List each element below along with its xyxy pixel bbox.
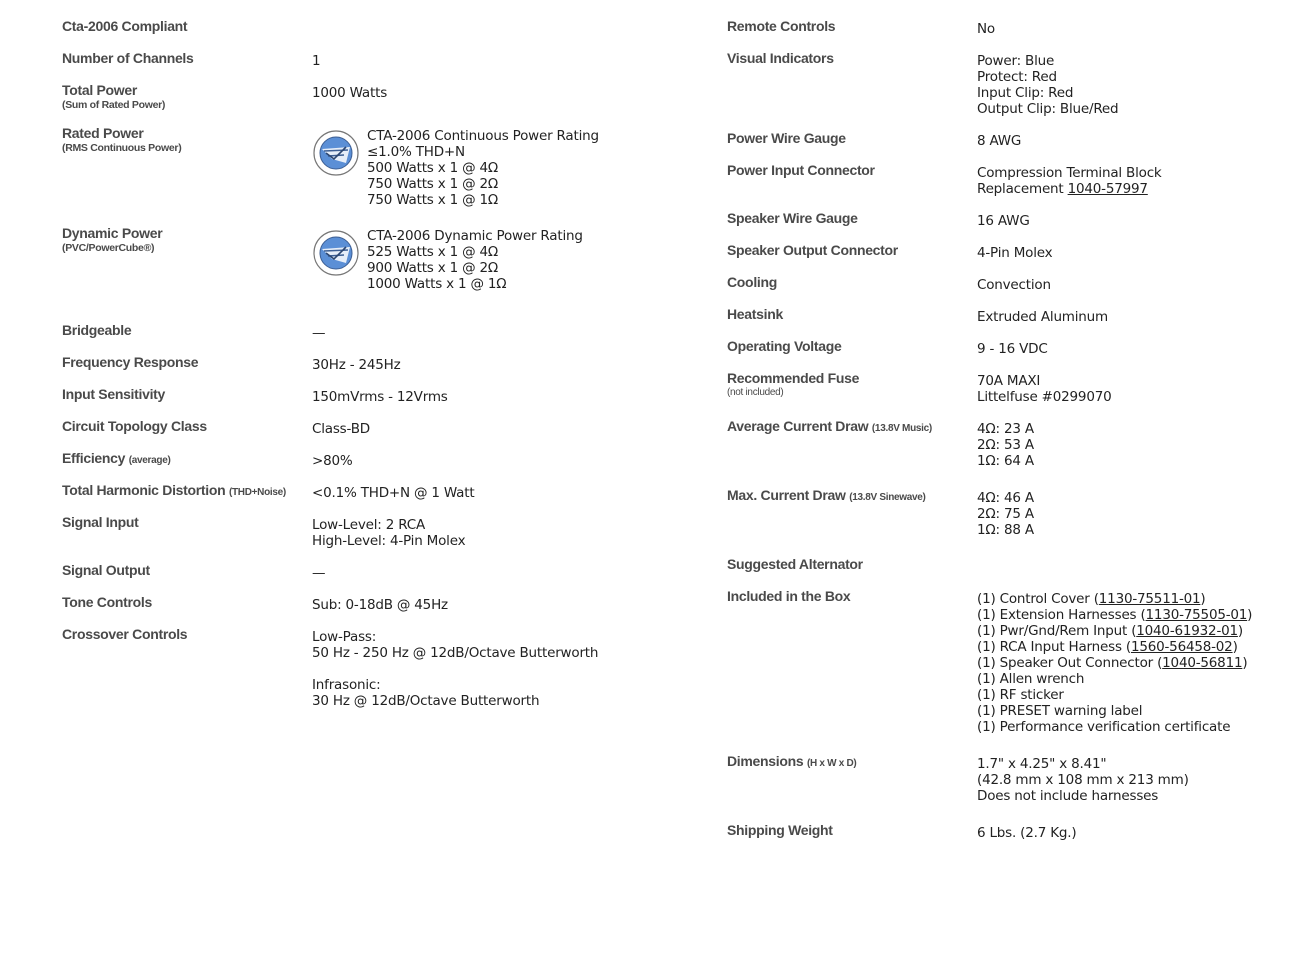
spec-sublabel: (RMS Continuous Power)	[62, 142, 182, 154]
spec-value: Convection	[977, 277, 1051, 293]
rated-power-lines: CTA-2006 Continuous Power Rating ≤1.0% THD+N 500 Watts x 1 @ 4Ω 750 Watts x 1 @ 2Ω 750 Watts x 1 @ 1Ω	[367, 128, 599, 208]
spec-value: <0.1% THD+N @ 1 Watt	[312, 485, 475, 501]
spec-label-note: (THD+Noise)	[228, 487, 286, 498]
list-item: (1) Pwr/Gnd/Rem Input (1040-61932-01)	[977, 623, 1243, 639]
spec-label: Signal Output	[62, 562, 150, 578]
spec-label: Frequency Response	[62, 354, 199, 370]
spec-value: Sub: 0-18dB @ 45Hz	[312, 597, 448, 613]
spec-label: Tone Controls	[62, 594, 152, 610]
spec-value: 16 AWG	[977, 213, 1030, 229]
spec-row-tone-controls	[62, 594, 642, 613]
cta-2006-certification-badge-icon	[312, 129, 360, 177]
list-item: (1) Extension Harnesses (1130-75505-01)	[977, 607, 1253, 623]
spec-label-note: (average)	[128, 455, 171, 466]
spec-label: Circuit Topology Class	[62, 418, 207, 434]
spec-label-note: (13.8V Music)	[871, 423, 932, 434]
spec-row-suggested-alternator	[727, 556, 1307, 575]
left-spec-column	[62, 18, 642, 722]
spec-value: 70A MAXI Littelfuse #0299070	[977, 373, 1112, 405]
spec-value: Low-Level: 2 RCA High-Level: 4-Pin Molex	[312, 517, 466, 549]
spec-value: 150mVrms - 12Vrms	[312, 389, 448, 405]
spec-label: Signal Input	[62, 514, 139, 530]
spec-row-power-wire-gauge	[727, 130, 1307, 149]
spec-row-bridgeable	[62, 322, 642, 341]
spec-label: Shipping Weight	[727, 822, 833, 838]
spec-row-total-power	[62, 82, 642, 112]
part-number-link[interactable]: 1040-56811	[1162, 655, 1243, 671]
spec-value: No	[977, 21, 995, 37]
spec-label: Total Harmonic Distortion (THD+Noise)	[62, 482, 286, 498]
spec-row-signal-output	[62, 562, 642, 581]
spec-label: Number of Channels	[62, 50, 194, 66]
spec-value: 1000 Watts	[312, 85, 388, 101]
spec-label: Total Power (Sum of Rated Power)	[62, 82, 312, 112]
spec-value	[977, 556, 1307, 575]
part-number-link[interactable]: 1040-61932-01	[1136, 623, 1238, 639]
spec-label: Included in the Box	[727, 588, 851, 604]
spec-row-cta-compliant	[62, 18, 642, 37]
spec-label: Operating Voltage	[727, 338, 842, 354]
spec-row-dimensions	[727, 753, 1307, 804]
spec-value	[312, 125, 642, 208]
spec-label: Power Input Connector	[727, 162, 875, 178]
spec-value: Low-Pass: 50 Hz - 250 Hz @ 12dB/Octave Butterworth Infrasonic: 30 Hz @ 12dB/Octave Butterworth	[312, 626, 642, 709]
spec-value: 1.7" x 4.25" x 8.41" (42.8 mm x 108 mm x 213 mm) Does not include harnesses	[977, 756, 1189, 804]
spec-label: Cta-2006 Compliant	[62, 18, 188, 34]
spec-value: 1	[312, 53, 321, 69]
spec-label: Dimensions (H x W x D)	[727, 753, 857, 769]
spec-value: 4Ω: 23 A 2Ω: 53 A 1Ω: 64 A	[977, 421, 1034, 469]
spec-label: Max. Current Draw (13.8V Sinewave)	[727, 487, 926, 503]
spec-label: Recommended Fuse (not included)	[727, 370, 977, 400]
spec-label: Speaker Output Connector	[727, 242, 898, 258]
spec-row-power-input-connector	[727, 162, 1307, 197]
spec-row-efficiency	[62, 450, 642, 469]
spec-label: Crossover Controls	[62, 626, 188, 642]
list-item: (1) Speaker Out Connector (1040-56811)	[977, 655, 1248, 671]
spec-row-input-sensitivity	[62, 386, 642, 405]
cta-2006-certification-badge-icon	[312, 229, 360, 277]
spec-row-visual-indicators	[727, 50, 1307, 117]
spec-value	[977, 588, 1307, 735]
spec-label: Heatsink	[727, 306, 783, 322]
spec-row-average-current-draw	[727, 418, 1307, 469]
dynamic-power-lines: CTA-2006 Dynamic Power Rating 525 Watts x 1 @ 4Ω 900 Watts x 1 @ 2Ω 1000 Watts x 1 @ 1Ω	[367, 228, 583, 292]
spec-row-dynamic-power	[62, 225, 642, 292]
part-number-link[interactable]: 1560-56458-02	[1130, 639, 1233, 655]
spec-row-circuit-topology	[62, 418, 642, 437]
spacer	[312, 661, 642, 677]
spec-row-operating-voltage	[727, 338, 1307, 357]
spec-label: Efficiency (average)	[62, 450, 171, 466]
spec-value: —	[312, 325, 326, 341]
spec-label: Input Sensitivity	[62, 386, 166, 402]
spec-value: Compression Terminal Block Replacement 1040-57997	[977, 165, 1162, 197]
spec-value: 30Hz - 245Hz	[312, 357, 401, 373]
list-item: (1) RCA Input Harness (1560-56458-02)	[977, 639, 1238, 655]
spec-label: Dynamic Power (PVC/PowerCube®)	[62, 225, 312, 255]
list-item: (1) Performance verification certificate	[977, 719, 1231, 735]
spec-value	[312, 225, 642, 292]
spec-value: Class-BD	[312, 421, 370, 437]
spec-row-remote-controls	[727, 18, 1307, 37]
spec-value: 6 Lbs. (2.7 Kg.)	[977, 825, 1077, 841]
spec-row-frequency-response	[62, 354, 642, 373]
spec-value: 8 AWG	[977, 133, 1022, 149]
spec-row-max-current-draw	[727, 487, 1307, 538]
spec-label: Remote Controls	[727, 18, 836, 34]
spec-value: >80%	[312, 453, 353, 469]
spec-label: Suggested Alternator	[727, 556, 863, 572]
spec-row-crossover-controls	[62, 626, 642, 709]
right-spec-column	[727, 18, 1307, 854]
spec-label: Rated Power (RMS Continuous Power)	[62, 125, 312, 155]
spec-value	[312, 18, 642, 37]
list-item: (1) Control Cover (1130-75511-01)	[977, 591, 1206, 607]
spec-label: Visual Indicators	[727, 50, 834, 66]
spec-row-rated-power	[62, 125, 642, 208]
spec-value: 9 - 16 VDC	[977, 341, 1048, 357]
spec-label: Speaker Wire Gauge	[727, 210, 858, 226]
spec-row-signal-input	[62, 514, 642, 549]
spec-label-note: (13.8V Sinewave)	[849, 492, 926, 503]
list-item: (1) RF sticker	[977, 687, 1064, 703]
spec-value: Power: Blue Protect: Red Input Clip: Red Output Clip: Blue/Red	[977, 53, 1119, 117]
spec-row-channels	[62, 50, 642, 69]
spec-value: —	[312, 565, 326, 581]
spec-row-speaker-wire-gauge	[727, 210, 1307, 229]
spec-sublabel: (PVC/PowerCube®)	[62, 242, 155, 254]
spec-value: 4Ω: 46 A 2Ω: 75 A 1Ω: 88 A	[977, 490, 1034, 538]
spec-sublabel: (Sum of Rated Power)	[62, 99, 166, 111]
spec-label: Power Wire Gauge	[727, 130, 846, 146]
spec-row-cooling	[727, 274, 1307, 293]
spec-label-note: (H x W x D)	[806, 758, 857, 769]
spec-row-recommended-fuse	[727, 370, 1307, 405]
spec-label: Bridgeable	[62, 322, 132, 338]
spec-row-thd	[62, 482, 642, 501]
spec-row-heatsink	[727, 306, 1307, 325]
spec-label: Average Current Draw (13.8V Music)	[727, 418, 932, 434]
spec-row-shipping-weight	[727, 822, 1307, 841]
spec-label: Cooling	[727, 274, 777, 290]
part-number-link[interactable]: 1130-75505-01	[1145, 607, 1248, 623]
spec-row-included-in-box	[727, 588, 1307, 735]
list-item: (1) Allen wrench	[977, 671, 1085, 687]
spec-row-speaker-output-connector	[727, 242, 1307, 261]
spec-sublabel: (not included)	[727, 387, 784, 398]
list-item: (1) PRESET warning label	[977, 703, 1143, 719]
part-number-link[interactable]: 1040-57997	[1067, 181, 1148, 197]
part-number-link[interactable]: 1130-75511-01	[1098, 591, 1201, 607]
spec-value: 4-Pin Molex	[977, 245, 1053, 261]
spec-value: Extruded Aluminum	[977, 309, 1108, 325]
